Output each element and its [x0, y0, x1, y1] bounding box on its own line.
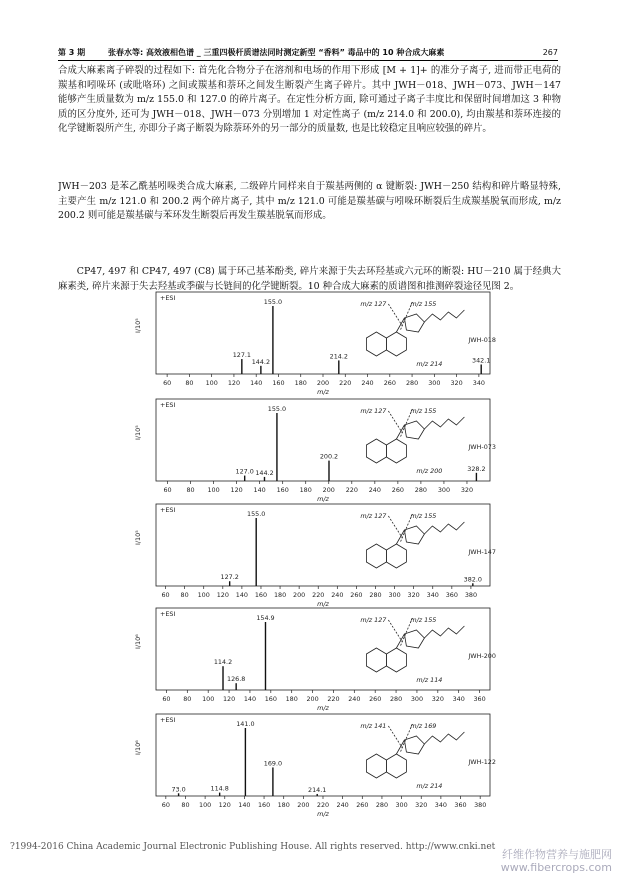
- compound-name: JWH-147: [468, 548, 496, 556]
- x-tick-label: 80: [183, 695, 192, 703]
- x-tick-label: 240: [331, 591, 344, 599]
- issue-number: 第 3 期: [58, 47, 86, 57]
- x-tick-label: 240: [336, 801, 349, 809]
- x-tick-label: 60: [162, 695, 171, 703]
- x-tick-label: 200: [293, 591, 306, 599]
- peak-label: 127.2: [220, 573, 239, 582]
- running-title: 张春水等: 高效液相色谱 _ 三重四极杆质谱法同时测定新型 “香料” 毒品中的 10 种合成大麻素: [108, 47, 445, 57]
- fragment-label: m/z 127: [360, 616, 387, 624]
- carbonyl-bond: [396, 740, 404, 754]
- ms-spectrum-jwh122: [118, 710, 500, 822]
- x-tick-label: 60: [163, 379, 172, 387]
- peak-label: 73.0: [171, 785, 186, 794]
- x-tick-label: 260: [350, 591, 363, 599]
- x-tick-label: 60: [163, 486, 172, 494]
- naphthalene-ring-b: [386, 332, 406, 356]
- peak-label: 200.2: [319, 452, 339, 461]
- x-tick-label: 180: [273, 591, 287, 599]
- watermark-line-1: 纤维作物营养与施肥网: [502, 848, 612, 861]
- x-tick-label: 120: [222, 695, 236, 703]
- fragment-label: m/z 141: [360, 722, 387, 730]
- structure-diagram: [366, 514, 464, 568]
- x-tick-label: 120: [218, 801, 231, 809]
- cleavage-line-1: [388, 516, 402, 538]
- copyright-footer: ?1994-2016 China Academic Journal Electronic Publishing House. All rights reserved. http://www.cnki.net: [10, 842, 496, 852]
- x-tick-label: 220: [339, 379, 352, 387]
- legend-esi: +ESI: [160, 294, 176, 302]
- x-tick-label: 60: [161, 591, 170, 599]
- x-tick-label: 140: [253, 486, 266, 494]
- x-axis-label: m/z: [317, 495, 329, 503]
- x-tick-label: 220: [327, 695, 340, 703]
- naphthalene-ring-a: [366, 544, 386, 568]
- indole-ring: [404, 526, 424, 544]
- x-axis-label: m/z: [317, 704, 329, 712]
- ms-spectrum-jwh073: [118, 395, 500, 507]
- x-tick-label: 280: [405, 379, 419, 387]
- alkyl-chain: [424, 522, 464, 534]
- y-axis-label: I/10⁵: [134, 318, 142, 333]
- structure-diagram: [366, 724, 464, 778]
- fragment-label: m/z 127: [360, 512, 387, 520]
- watermark-line-2: www.fibercrops.com: [500, 861, 612, 874]
- fragment-label: m/z 127: [360, 300, 387, 308]
- x-tick-label: 320: [431, 695, 444, 703]
- peak-label: 214.2: [329, 352, 348, 361]
- x-tick-label: 100: [197, 591, 210, 599]
- legend-esi: +ESI: [160, 610, 176, 618]
- x-tick-label: 120: [227, 379, 241, 387]
- naphthalene-ring-a: [366, 439, 386, 463]
- x-tick-label: 100: [207, 486, 220, 494]
- x-axis-label: m/z: [317, 810, 329, 818]
- x-tick-label: 360: [445, 591, 458, 599]
- compound-name: JWH-122: [468, 758, 496, 766]
- peak-label: 155.0: [267, 405, 287, 413]
- x-tick-label: 360: [473, 695, 486, 703]
- fragment-label: m/z 214: [416, 360, 443, 368]
- x-tick-label: 80: [185, 379, 194, 387]
- cleavage-line-1: [388, 620, 402, 642]
- compound-name: JWH-018: [468, 336, 496, 344]
- x-tick-label: 140: [235, 591, 248, 599]
- peak-label: 126.8: [227, 675, 246, 684]
- indole-ring: [404, 630, 424, 648]
- x-tick-label: 300: [428, 379, 441, 387]
- x-tick-label: 100: [202, 695, 215, 703]
- peak-label: 169.0: [263, 759, 283, 768]
- peak-label: 382.0: [463, 575, 482, 584]
- x-axis-label: m/z: [317, 388, 329, 396]
- x-tick-label: 120: [230, 486, 243, 494]
- x-tick-label: 320: [460, 486, 474, 494]
- ms-spectrum-jwh147: [118, 500, 500, 612]
- fragment-label: m/z 155: [410, 300, 437, 308]
- ms-spectrum-jwh200: [118, 604, 500, 716]
- y-axis-label: I/10⁶: [134, 740, 142, 755]
- peak-label: 214.1: [308, 785, 327, 794]
- peak-label: 127.0: [235, 467, 254, 476]
- x-tick-label: 80: [186, 486, 195, 494]
- legend-esi: +ESI: [160, 506, 176, 514]
- x-tick-label: 220: [316, 801, 330, 809]
- alkyl-chain: [424, 626, 464, 638]
- x-tick-label: 280: [375, 801, 389, 809]
- cleavage-line-1: [388, 726, 402, 748]
- x-tick-label: 200: [316, 379, 330, 387]
- structure-diagram: [366, 409, 464, 463]
- y-axis-label: I/10⁵: [134, 425, 142, 440]
- site-watermark: [501, 848, 612, 874]
- x-tick-label: 140: [250, 379, 263, 387]
- x-tick-label: 300: [437, 486, 451, 494]
- paragraph-fragmentation: 合成大麻素离子碎裂的过程如下: 首先化合物分子在溶剂和电场的作用下形成 [M + 1]+ 的准分子离子, 进而带正电荷的羰基和吲哚环 (或吡咯环) 之间或羰基和萘环之间发生断裂产生离子碎片。其中 JWH－018、JWH－073、JWH－147 能够产生质量数为 m/z 155.0 和 127.0 的碎片离子。在定性分析方面, 除可通过子离子丰度比和保留时间增加这 3 种物质的区分度外, 还可为 JWH－018、JWH－073 分别增加 1 对定性离子 (m/z 214.0 和 200.0), 均由羰基和萘环连接的化学键断裂所产生, 亦即分子离子断裂为除萘环外的另一部分的质量数, 也是比较稳定且响应较强的碎片。: [58, 65, 561, 135]
- fragment-label: m/z 155: [410, 407, 437, 415]
- fragment-label: m/z 114: [416, 676, 443, 684]
- fragment-label: m/z 155: [410, 512, 437, 520]
- x-tick-label: 260: [391, 486, 404, 494]
- plot-frame: [156, 504, 490, 586]
- peak-label: 127.1: [232, 351, 251, 360]
- x-tick-label: 220: [345, 486, 358, 494]
- carbonyl-bond: [396, 634, 404, 648]
- x-tick-label: 300: [395, 801, 408, 809]
- running-header: [58, 44, 558, 61]
- x-tick-label: 80: [180, 591, 189, 599]
- y-axis-label: I/10⁵: [134, 530, 142, 545]
- x-tick-label: 140: [238, 801, 251, 809]
- x-tick-label: 200: [322, 486, 335, 494]
- naphthalene-ring-b: [386, 754, 406, 778]
- naphthalene-ring-a: [366, 332, 386, 356]
- x-tick-label: 340: [426, 591, 439, 599]
- x-tick-label: 140: [243, 695, 257, 703]
- x-tick-label: 220: [312, 591, 325, 599]
- x-tick-label: 240: [348, 695, 361, 703]
- peak-label: 144.2: [255, 468, 274, 477]
- x-tick-label: 180: [277, 801, 290, 809]
- fragment-label: m/z 200: [416, 467, 443, 475]
- body-text: [58, 64, 561, 309]
- x-tick-label: 240: [361, 379, 374, 387]
- naphthalene-ring-b: [386, 544, 406, 568]
- paragraph-jwh203: JWH－203 是苯乙酰基吲哚类合成大麻素, 二级碎片同样来自于羰基两侧的 α 键断裂: JWH－250 结构和碎片略显特殊, 主要产生 m/z 121.0 和 200.2 两个碎片离子, 其中 m/z 121.0 可能是羰基碳与吲哚环断裂后生成羰基脱氧而形成, m/z 200.2 则可能是羰基碳与苯环发生断裂后再发生羰基脱氧而形成。: [58, 181, 561, 222]
- x-tick-label: 180: [285, 695, 298, 703]
- naphthalene-ring-b: [386, 439, 406, 463]
- x-tick-label: 200: [306, 695, 319, 703]
- indole-ring: [404, 314, 424, 332]
- x-tick-label: 180: [294, 379, 307, 387]
- x-tick-label: 120: [216, 591, 229, 599]
- naphthalene-ring-a: [366, 754, 386, 778]
- paragraph-cp47497: CP47, 497 和 CP47, 497 (C8) 属于环己基苯酚类, 碎片来源于失去环羟基或六元环的断裂: HU－210 属于经典大麻素类, 碎片来源于失去羟基或季碳与长链间的化学键断裂。10 种合成大麻素的质谱图和推测碎裂途径见图 2。: [58, 266, 561, 292]
- x-tick-label: 200: [297, 801, 310, 809]
- peak-label: 114.8: [210, 784, 229, 793]
- peak-label: 141.0: [236, 720, 255, 728]
- peak-label: 155.0: [263, 298, 283, 306]
- cleavage-line-1: [388, 304, 402, 326]
- x-tick-label: 160: [276, 486, 289, 494]
- x-tick-label: 340: [472, 379, 485, 387]
- peak-label: 342.1: [472, 356, 491, 365]
- alkyl-chain: [424, 310, 464, 322]
- fragment-label: m/z 214: [416, 782, 443, 790]
- x-tick-label: 260: [383, 379, 396, 387]
- x-tick-label: 280: [414, 486, 427, 494]
- fragment-label: m/z 155: [410, 616, 437, 624]
- alkyl-chain: [424, 732, 464, 744]
- x-tick-label: 380: [474, 801, 487, 809]
- x-tick-label: 320: [415, 801, 428, 809]
- x-tick-label: 300: [388, 591, 401, 599]
- peak-label: 144.2: [251, 357, 271, 366]
- x-tick-label: 160: [254, 591, 268, 599]
- x-tick-label: 80: [181, 801, 190, 809]
- peak-label: 328.2: [467, 464, 486, 473]
- x-tick-label: 100: [205, 379, 218, 387]
- page-number: 267: [542, 47, 558, 57]
- structure-diagram: [366, 618, 464, 672]
- x-tick-label: 320: [450, 379, 463, 387]
- legend-esi: +ESI: [160, 716, 176, 724]
- carbonyl-bond: [396, 425, 404, 439]
- legend-esi: +ESI: [160, 401, 176, 409]
- x-tick-label: 260: [369, 695, 382, 703]
- y-axis-label: I/10⁶: [134, 634, 142, 649]
- compound-name: JWH-200: [468, 652, 496, 660]
- x-tick-label: 260: [356, 801, 369, 809]
- naphthalene-ring-b: [386, 648, 406, 672]
- x-tick-label: 240: [368, 486, 381, 494]
- carbonyl-bond: [396, 318, 404, 332]
- x-tick-label: 280: [369, 591, 382, 599]
- x-tick-label: 160: [257, 801, 271, 809]
- ms-spectrum-jwh018: [118, 288, 500, 400]
- compound-name: JWH-073: [468, 443, 496, 451]
- cleavage-line-1: [388, 411, 402, 433]
- indole-ring: [404, 421, 424, 439]
- carbonyl-bond: [396, 530, 404, 544]
- x-tick-label: 300: [410, 695, 424, 703]
- peak-label: 154.9: [256, 614, 275, 622]
- x-tick-label: 340: [452, 695, 465, 703]
- x-tick-label: 320: [407, 591, 420, 599]
- naphthalene-ring-a: [366, 648, 386, 672]
- peak-label: 114.2: [213, 658, 233, 667]
- peak-label: 155.0: [247, 510, 266, 518]
- x-tick-label: 180: [299, 486, 312, 494]
- x-tick-label: 100: [199, 801, 212, 809]
- alkyl-chain: [424, 417, 464, 429]
- x-tick-label: 280: [389, 695, 403, 703]
- fragment-label: m/z 169: [410, 722, 437, 730]
- x-tick-label: 340: [434, 801, 447, 809]
- fragment-label: m/z 127: [360, 407, 387, 415]
- structure-diagram: [366, 302, 464, 356]
- x-tick-label: 160: [272, 379, 285, 387]
- x-axis-label: m/z: [317, 600, 329, 608]
- indole-ring: [404, 736, 424, 754]
- x-tick-label: 60: [161, 801, 170, 809]
- x-tick-label: 360: [454, 801, 467, 809]
- x-tick-label: 380: [464, 591, 478, 599]
- x-tick-label: 160: [264, 695, 277, 703]
